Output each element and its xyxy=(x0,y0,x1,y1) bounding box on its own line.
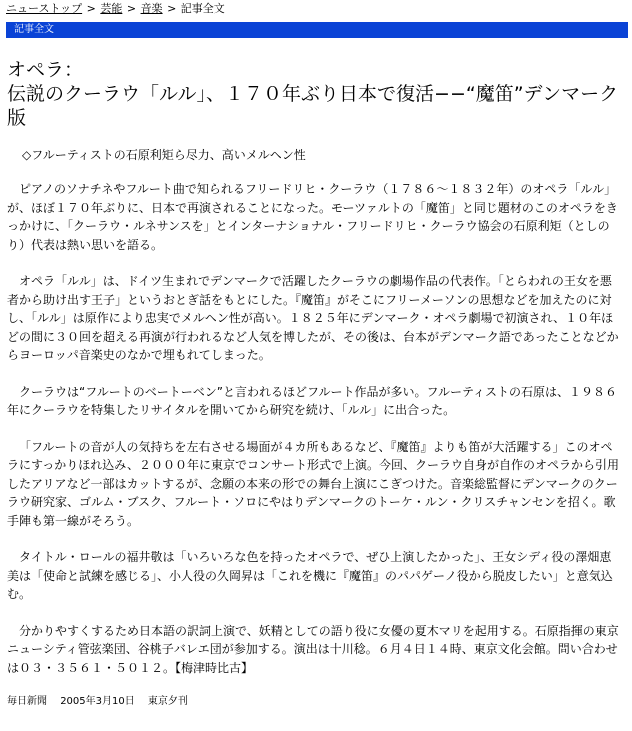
article-subhead: ◇フルーティストの石原利矩ら尽力、高いメルヘン性 xyxy=(22,148,306,162)
breadcrumb-separator: > xyxy=(167,2,177,15)
breadcrumb-separator: > xyxy=(86,2,96,15)
breadcrumb-link-news-top[interactable]: ニューストップ xyxy=(6,2,83,15)
article-paragraph: ピアノのソナチネやフルート曲で知られるフリードリヒ・クーラウ（１７８６〜１８３２年）のオペラ「ルル」が、ほぼ１７０年ぶりに、日本で再演されることになった。モーツァルトの「魔笛」と同じ題材のこのオペラをきっかけに、「クーラウ・ルネサンスを」とインターナショナル・フリードリヒ・クーラウ協会の石原利矩（としのり）代表は熱い思いを語る。 xyxy=(7,182,618,252)
section-bar: 記事全文 xyxy=(6,22,628,38)
article-paragraph: 分かりやすくするため日本語の訳詞上演で、妖精としての語り役に女優の夏木マリを起用する。石原指揮の東京ニューシティ管弦楽団、谷桃子バレエ団が参加する。演出は十川稔。６月４日１４時、東京文化会館。問い合わせは０３・３５６１・５０１２。【梅津時比古】 xyxy=(7,623,619,675)
article-footer xyxy=(7,695,632,709)
article-paragraph: クーラウは“フルートのベートーベン”と言われるほどフルート作品が多い。フルーティストの石原は、１９８６年にクーラウを特集したリサイタルを開いてから研究を続け、「ルル」に出合った。 xyxy=(7,384,618,417)
headline-line-2: 伝説のクーラウ「ルル」、１７０年ぶり日本で復活−−“魔笛”デンマーク版 xyxy=(7,83,619,129)
breadcrumb-current: 記事全文 xyxy=(180,2,225,15)
article-paragraph: 「フルートの音が人の気持ちを左右させる場面が４カ所もあるなど、『魔笛』よりも笛が大活躍する」このオペラにすっかりほれ込み、２０００年に東京でコンサート形式で上演。今回、クーラウ自身が自作のオペラから引用したアリアなど一部はカットするが、念願の本来の形での舞台上演にこぎつけた。音楽総監督にデンマークのクーラウ研究家、ゴルム・ブスク、フルート・ソロにやはりデンマークのトーケ・ルン・クリスチャンセンを招く。歌手陣も第一線がそろう。 xyxy=(7,439,620,528)
breadcrumb-separator: > xyxy=(126,2,137,15)
breadcrumb xyxy=(0,0,632,18)
article-headline xyxy=(7,58,625,130)
footer-date: 2005年3月10日 xyxy=(60,696,135,707)
article-paragraph: タイトル・ロールの福井敬は「いろいろな色を持ったオペラで、ぜひ上演したかった」、王女シディ役の澤畑恵美は「使命と試練を感じる」、小人役の久岡昇は「これを機に『魔笛』のパパゲーノ役から脱皮したい」と意気込む。 xyxy=(7,550,613,601)
footer-source: 毎日新聞 xyxy=(7,696,47,707)
footer-edition: 東京夕刊 xyxy=(147,696,188,707)
article-paragraph: オペラ「ルル」は、ドイツ生まれでデンマークで活躍したクーラウの劇場作品の代表作。「とらわれの王女を悪者から助け出す王子」というおとぎ話をもとにした。『魔笛』がそこにフリーメーソンの思想などを加えたのに対し、「ルル」は原作により忠実でメルヘン性が高い。１８２５年にデンマーク・オペラ劇場で初演され、１０年ほどの間に３０回を超える再演が行われるなど人気を博したが、その後は、台本がデンマーク語であったことなどからヨーロッパ音楽史のなかで埋もれてしまった。 xyxy=(7,274,619,362)
breadcrumb-link-entertainment[interactable]: 芸能 xyxy=(100,2,123,15)
headline-line-1: オペラ： xyxy=(7,59,84,81)
article-body xyxy=(7,180,623,677)
breadcrumb-link-music[interactable]: 音楽 xyxy=(140,2,163,15)
